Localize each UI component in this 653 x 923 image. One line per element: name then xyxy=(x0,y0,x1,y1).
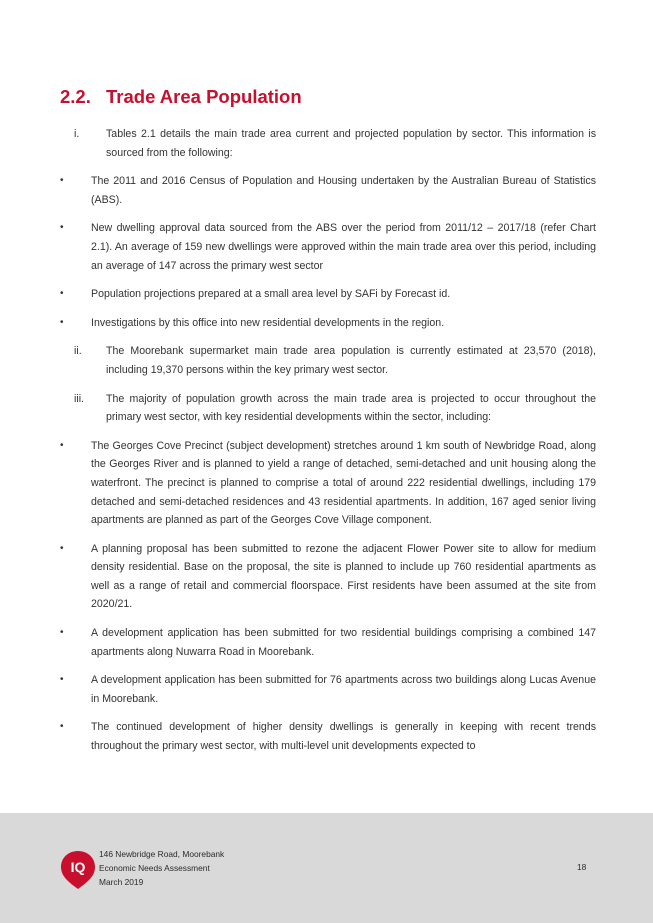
bullet-icon: • xyxy=(60,316,64,328)
list-item: • The continued development of higher density dwellings is generally in keeping with recent trends throughout the primary west sector, with multi-level unit developments expected to xyxy=(60,718,596,755)
section-title: Trade Area Population xyxy=(106,86,302,107)
footer-info xyxy=(99,847,224,889)
footer-date: March 2019 xyxy=(99,877,144,887)
list-item: • Investigations by this office into new residential developments in the region. xyxy=(60,314,596,333)
list-item: • A planning proposal has been submitted to rezone the adjacent Flower Power site to allow for medium density residential. Base on the proposal, the site is planned to include up 760 residential apartments as well as a range of retail and commercial floorspace. First residents have been assumed at the site from 2020/21. xyxy=(60,540,596,614)
section-heading xyxy=(60,86,302,108)
bullet-icon: • xyxy=(60,674,64,686)
bullet-list xyxy=(60,172,596,332)
list-item: • Population projections prepared at a small area level by SAFi by Forecast id. xyxy=(60,285,596,304)
list-item: • A development application has been submitted for 76 apartments across two buildings along Lucas Avenue in Moorebank. xyxy=(60,671,596,708)
paragraph-marker: ii. xyxy=(74,345,82,358)
list-item: • A development application has been submitted for two residential buildings comprising a combined 147 apartments along Nuwarra Road in Moorebank. xyxy=(60,624,596,661)
bullet-icon: • xyxy=(60,288,64,300)
paragraph-marker: i. xyxy=(74,128,80,140)
list-item: • The 2011 and 2016 Census of Population and Housing undertaken by the Australian Bureau of Statistics (ABS). xyxy=(60,172,596,209)
bullet-list xyxy=(60,437,596,756)
paragraph-text: The Moorebank supermarket main trade area population is currently estimated at 23,570 (2018), including 19,370 persons within the key primary west sector. xyxy=(106,345,596,376)
section-number: 2.2. xyxy=(60,86,91,107)
bullet-icon: • xyxy=(60,222,64,234)
iq-logo-icon xyxy=(60,850,96,890)
logo-text: IQ xyxy=(70,859,86,875)
bullet-icon: • xyxy=(60,627,64,639)
paragraph-i xyxy=(60,125,596,332)
page-number: 18 xyxy=(577,862,587,872)
footer-report-title: Economic Needs Assessment xyxy=(99,863,210,873)
list-item: • New dwelling approval data sourced from the ABS over the period from 2011/12 – 2017/18 (refer Chart 2.1). An average of 159 new dwellings were approved within the main trade area over this period, including an average of 147 across the primary west sector xyxy=(60,219,596,275)
bullet-icon: • xyxy=(60,721,64,733)
footer-address: 146 Newbridge Road, Moorebank xyxy=(99,849,225,859)
bullet-icon: • xyxy=(60,439,64,451)
page-footer xyxy=(0,813,653,923)
bullet-icon: • xyxy=(60,542,64,554)
paragraph-ii xyxy=(60,342,596,379)
body-content xyxy=(60,125,596,766)
bullet-icon: • xyxy=(60,175,64,187)
list-item: • The Georges Cove Precinct (subject development) stretches around 1 km south of Newbridge Road, along the Georges River and is planned to yield a range of detached, semi-detached and unit housing along the waterfront. The precinct is planned to comprise a total of around 222 residential dwellings, including 179 detached and semi-detached residences and 43 residential apartments. In addition, 167 aged senior living apartments are planned as part of the Georges Cove Village component. xyxy=(60,437,596,530)
paragraph-text: Tables 2.1 details the main trade area current and projected population by sector. This information is sourced from the following: xyxy=(106,128,596,159)
paragraph-text: The majority of population growth across the main trade area is projected to occur throughout the primary west sector, with key residential developments within the sector, including: xyxy=(106,392,596,424)
paragraph-marker: iii. xyxy=(74,392,85,405)
paragraph-iii xyxy=(60,390,596,756)
